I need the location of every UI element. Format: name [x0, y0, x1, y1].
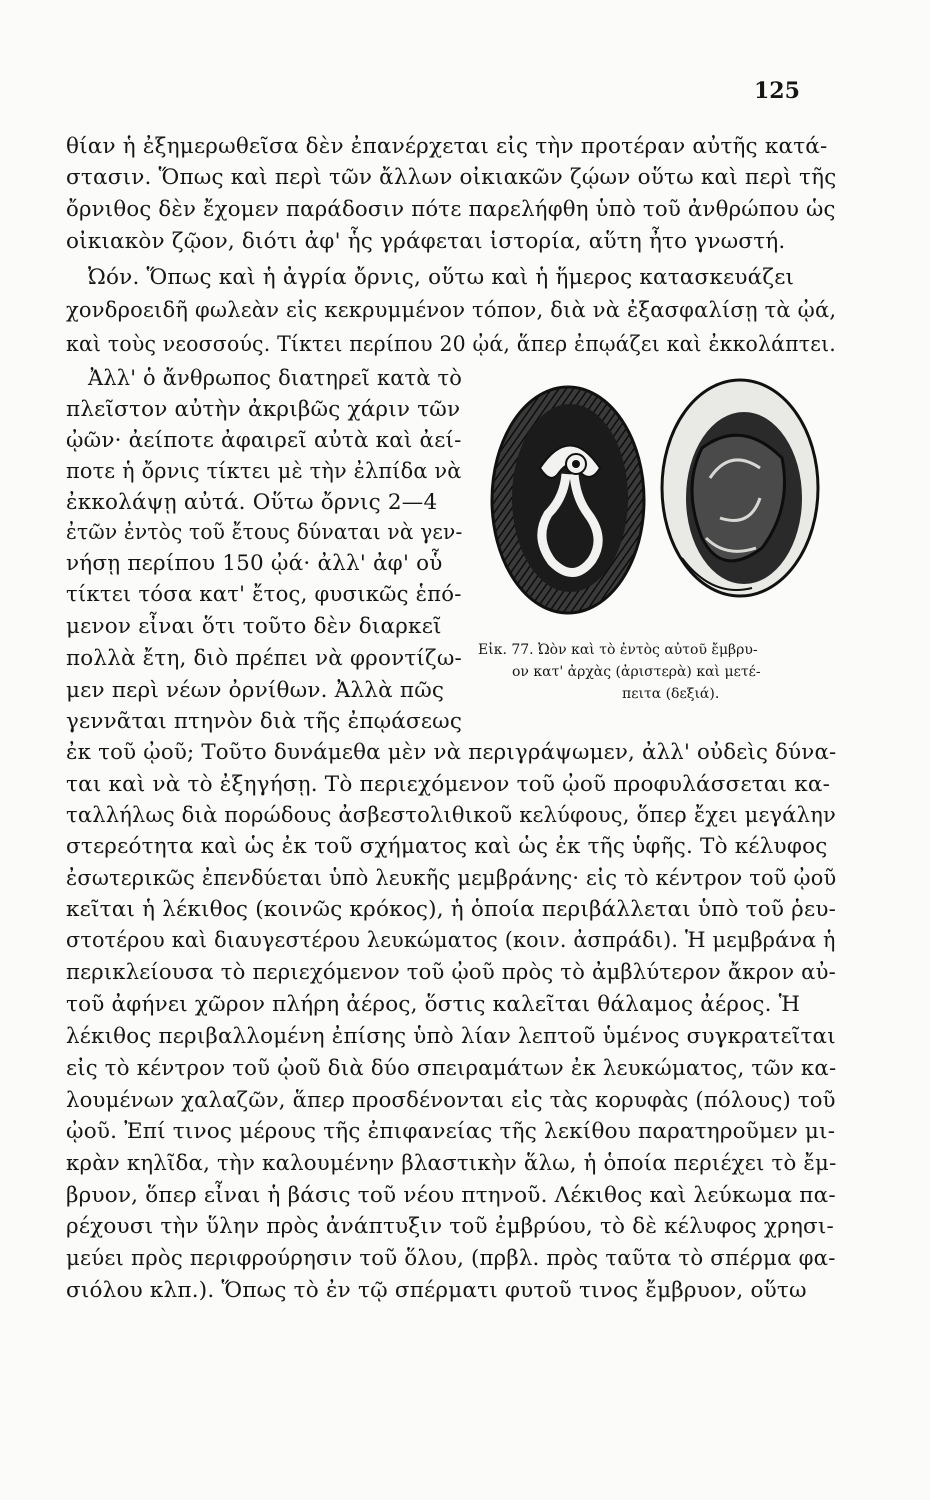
- text-line: Ἀλλ' ὁ ἄνθρωπος διατηρεῖ κατὰ τὸ: [88, 366, 463, 391]
- text-line: μεν περὶ νέων ὀρνίθων. Ἀλλὰ πῶς: [66, 678, 445, 703]
- text-line: ὄρνιθος δὲν ἔχομεν παράδοσιν πότε παρελήφθη ὑπὸ τοῦ ἀνθρώπου ὡς: [66, 197, 836, 222]
- text-line: νήσῃ περίπου 150 ᾠά· ἀλλ' ἀφ' οὗ: [66, 551, 443, 576]
- text-line: λουμένων χαλαζῶν, ἅπερ προσδένονται εἰς τὰς κορυφὰς (πόλους) τοῦ: [66, 1088, 836, 1113]
- text-line: ἐσωτερικῶς ἐπενδύεται ὑπὸ λευκῆς μεμβράνης· εἰς τὸ κέντρον τοῦ ᾠοῦ: [66, 866, 837, 891]
- figure-caption: Εἰκ. 77. Ὠὸν καὶ τὸ ἐντὸς αὐτοῦ ἔμβρυ-: [478, 642, 758, 658]
- text-line: βρυον, ὅπερ εἶναι ἡ βάσις τοῦ νέου πτηνοῦ. Λέκιθος καὶ λεύκωμα πα-: [66, 1183, 836, 1208]
- text-line: εἰς τὸ κέντρον τοῦ ᾠοῦ διὰ δύο σπειραμάτων ἐκ λευκώματος, τῶν κα-: [66, 1056, 837, 1081]
- text-line: κεῖται ἡ λέκιθος (κοινῶς κρόκος), ἡ ὁποία περιβάλλεται ὑπὸ τοῦ ῥευ-: [66, 897, 837, 922]
- egg-embryo-figure: [470, 368, 830, 638]
- text-line: ἐκκολάψῃ αὐτά. Οὕτω ὄρνις 2—4: [66, 490, 438, 515]
- text-line: οἰκιακὸν ζῷον, διότι ἀφ' ἧς γράφεται ἱστορία, αὕτη ἦτο γνωστή.: [66, 229, 786, 254]
- text-line: τοῦ ἀφήνει χῶρον πλήρη ἀέρος, ὅστις καλεῖται θάλαμος ἀέρος. Ἡ: [66, 992, 801, 1017]
- text-line: στερεότητα καὶ ὡς ἐκ τοῦ σχήματος καὶ ὡς ἐκ τῆς ὑφῆς. Τὸ κέλυφος: [66, 834, 828, 859]
- text-line: χονδροειδῆ φωλεὰν εἰς κεκρυμμένον τόπον, διὰ νὰ ἐξασφαλίσῃ τὰ ᾠά,: [66, 298, 837, 323]
- figure-caption: ον κατ' ἀρχὰς (ἀριστερὰ) καὶ μετέ-: [512, 664, 761, 680]
- text-line: μεύει πρὸς περιφρούρησιν τοῦ ὅλου, (πρβλ. πρὸς ταῦτα τὸ σπέρμα φα-: [66, 1246, 836, 1271]
- text-line: ται καὶ νὰ τὸ ἐξηγήσῃ. Τὸ περιεχόμενον τοῦ ᾠοῦ προφυλάσσεται κα-: [66, 772, 831, 797]
- text-line: θίαν ἡ ἐξημερωθεῖσα δὲν ἐπανέρχεται εἰς τὴν προτέραν αὐτῆς κατά-: [66, 134, 828, 159]
- text-line: μενον εἶναι ὅτι τοῦτο δὲν διαρκεῖ: [66, 614, 442, 639]
- text-line: ἐκ τοῦ ᾠοῦ; Τοῦτο δυνάμεθα μὲν νὰ περιγράψωμεν, ἀλλ' οὐδεὶς δύνα-: [66, 740, 837, 765]
- egg-left-image: [492, 387, 644, 613]
- text-line: ἐτῶν ἐντὸς τοῦ ἔτους δύναται νὰ γεν-: [66, 520, 463, 545]
- text-line: στοτέρου καὶ διαυγεστέρου λευκώματος (κοιν. ἀσπράδι). Ἡ μεμβράνα ἡ: [66, 928, 836, 953]
- text-line: πολλὰ ἔτη, διὸ πρέπει νὰ φροντίζω-: [66, 646, 462, 671]
- text-line: ᾠῶν· ἀείποτε ἀφαιρεῖ αὐτὰ καὶ ἀεί-: [66, 428, 462, 453]
- text-line: περικλείουσα τὸ περιεχόμενον τοῦ ᾠοῦ πρὸς τὸ ἀμβλύτερον ἄκρον αὐ-: [66, 960, 836, 985]
- text-line: στασιν. Ὅπως καὶ περὶ τῶν ἄλλων οἰκιακῶν ζῴων οὕτω καὶ περὶ τῆς: [66, 165, 837, 190]
- text-line: πλεῖστον αὐτὴν ἀκριβῶς χάριν τῶν: [66, 397, 461, 422]
- text-line: ποτε ἡ ὄρνις τίκτει μὲ τὴν ἐλπίδα νὰ: [66, 459, 462, 484]
- text-line: ᾠοῦ. Ἐπί τινος μέρους τῆς ἐπιφανείας τῆς λεκίθου παρατηροῦμεν μι-: [66, 1119, 836, 1144]
- text-line: καὶ τοὺς νεοσσούς. Τίκτει περίπου 20 ᾠά, ἅπερ ἐπῳάζει καὶ ἐκκολάπτει.: [66, 332, 836, 357]
- page-number: 125: [754, 78, 800, 104]
- text-line: γεννᾶται πτηνὸν διὰ τῆς ἐπῳάσεως: [66, 709, 463, 734]
- figure-caption: πειτα (δεξιά).: [622, 686, 720, 702]
- text-line: τίκτει τόσα κατ' ἔτος, φυσικῶς ἑπό-: [66, 582, 462, 607]
- text-line: κρὰν κηλῖδα, τὴν καλουμένην βλαστικὴν ἅλω, ἡ ὁποία περιέχει τὸ ἔμ-: [66, 1151, 837, 1176]
- text-line: ρέχουσι τὴν ὕλην πρὸς ἀνάπτυξιν τοῦ ἐμβρύου, τὸ δὲ κέλυφος χρησι-: [66, 1214, 835, 1239]
- text-line: ταλλήλως διὰ πορώδους ἀσβεστολιθικοῦ κελύφους, ὅπερ ἔχει μεγάλην: [66, 803, 836, 828]
- egg-right-image: [662, 380, 818, 596]
- text-line: Ὠόν. Ὅπως καὶ ἡ ἀγρία ὄρνις, οὕτω καὶ ἡ ἥμερος κατασκευάζει: [88, 265, 795, 290]
- text-line: σιόλου κλπ.). Ὅπως τὸ ἐν τῷ σπέρματι φυτοῦ τινος ἔμβρυον, οὕτω: [66, 1278, 807, 1303]
- text-line: λέκιθος περιβαλλομένη ἐπίσης ὑπὸ λίαν λεπτοῦ ὑμένος συγκρατεῖται: [66, 1024, 836, 1049]
